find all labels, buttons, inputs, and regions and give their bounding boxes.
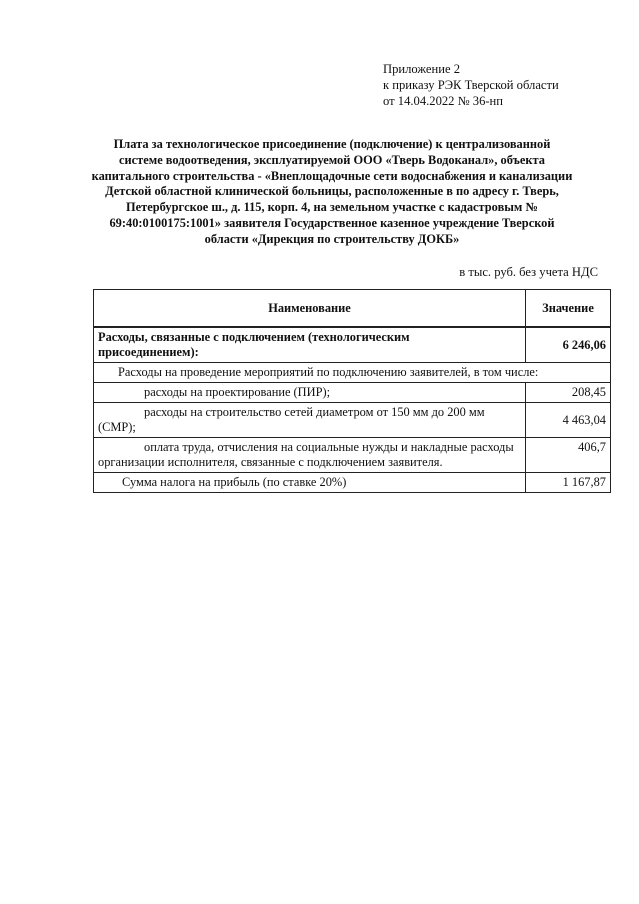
row-name: расходы на строительство сетей диаметром от 150 мм до 200 мм (СМР);: [94, 403, 526, 438]
title-line: области «Дирекция по строительству ДОКБ»: [204, 231, 460, 246]
appendix-number: Приложение 2: [383, 62, 461, 76]
table-row: [94, 403, 611, 438]
header-value: Значение: [526, 290, 611, 328]
row-name-line: Расходы, связанные с подключением (технологическим: [98, 330, 410, 344]
appendix-order: к приказу РЭК Тверской области: [383, 78, 559, 92]
row-value: 406,7: [526, 438, 611, 473]
title-line: Детской областной клинической больницы, расположенные в по адресу г. Тверь,: [105, 184, 559, 199]
title-line: Плата за технологическое присоединение (подключение) к централизованной: [113, 137, 551, 151]
table-row: [94, 438, 611, 473]
row-name: Сумма налога на прибыль (по ставке 20%): [94, 473, 526, 493]
units-note: в тыс. руб. без учета НДС: [459, 265, 598, 279]
row-name: расходы на проектирование (ПИР);: [94, 383, 526, 403]
title-line: Петербургское ш., д. 115, корп. 4, на земельном участке с кадастровым №: [126, 200, 538, 215]
row-value: 6 246,06: [526, 327, 611, 363]
table-row: [94, 383, 611, 403]
table-row: [94, 363, 611, 383]
table-row: [94, 327, 611, 363]
row-value: 208,45: [526, 383, 611, 403]
title-line: системе водоотведения, эксплуатируемой ООО «Тверь Водоканал», объекта: [119, 152, 545, 167]
row-name: [94, 327, 526, 363]
row-name: Расходы на проведение мероприятий по подключению заявителей, в том числе:: [94, 363, 611, 383]
row-name-line: присоединением):: [98, 345, 199, 359]
title-line: 69:40:0100175:1001» заявителя Государственное казенное учреждение Тверской: [109, 215, 555, 230]
document-title: [82, 137, 582, 248]
row-name: оплата труда, отчисления на социальные нужды и накладные расходы организации исполнителя, связанные с подключением заявителя.: [94, 438, 526, 473]
table-row: [94, 473, 611, 493]
appendix-reference: [383, 61, 613, 109]
header-name: Наименование: [94, 290, 526, 328]
table-header-row: [94, 290, 611, 328]
row-value: 1 167,87: [526, 473, 611, 493]
cost-table: [93, 289, 611, 493]
appendix-date: от 14.04.2022 № 36-нп: [383, 94, 504, 108]
row-value: 4 463,04: [526, 403, 611, 438]
title-line: капитального строительства - «Внеплощадочные сети водоснабжения и канализации: [91, 168, 573, 183]
